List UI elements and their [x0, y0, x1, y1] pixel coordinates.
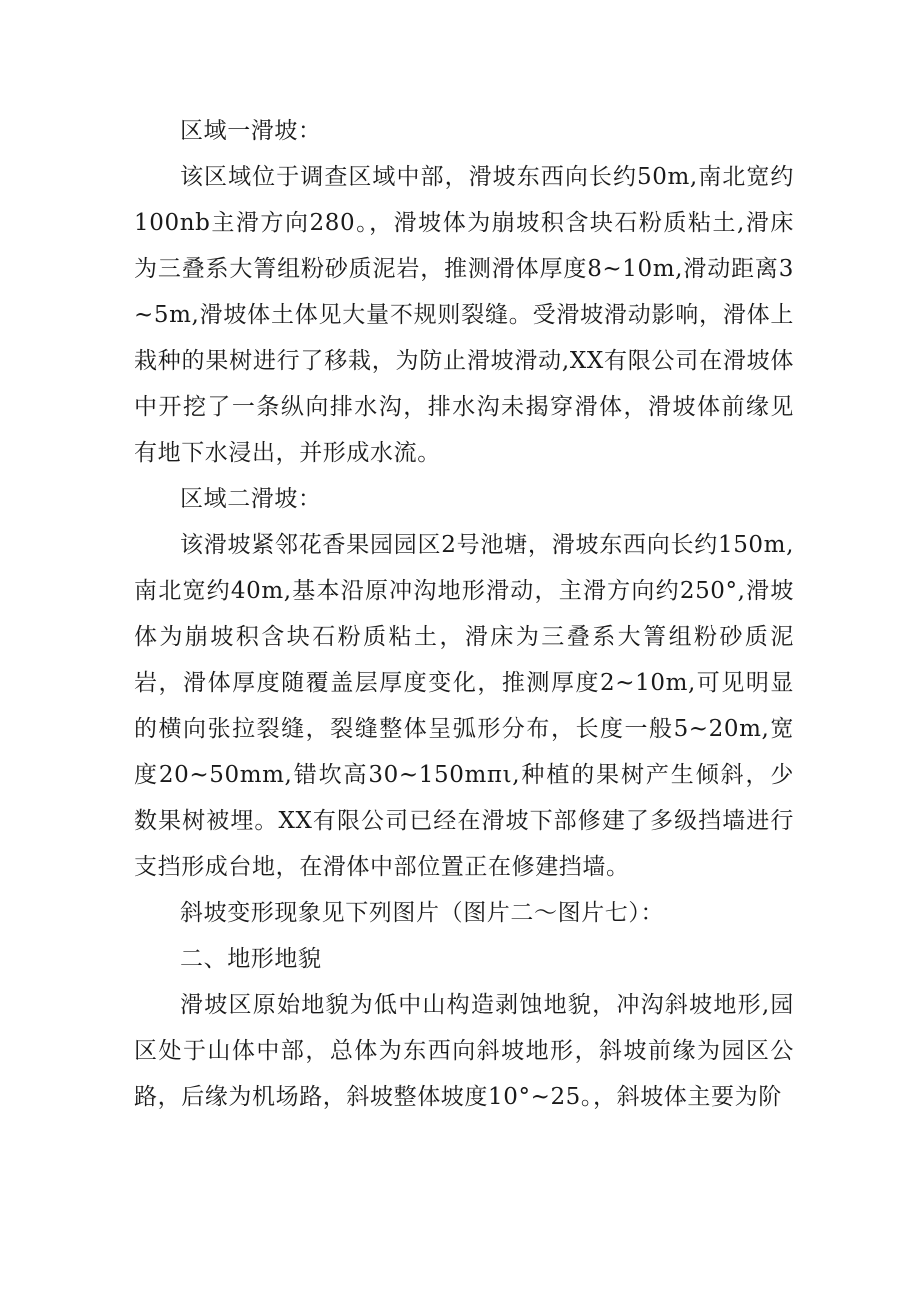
section-heading-terrain-landform: 二、地形地貌: [180, 946, 322, 972]
paragraph-area-one-description: 该区域位于调查区域中部，滑坡东西向长约50m,南北宽约100nb主滑方向280。，滑坡体为崩坡积含块石粉质粘土,滑床为三叠系大箐组粉砂质泥岩，推测滑体厚度8~10m,滑动距离3~5m,滑坡体土体见大量不规则裂缝。受滑坡滑动影响，滑体上栽种的果树进行了移栽，为防止滑坡滑动,XX有限公司在滑坡体中开挖了一条纵向排水沟，排水沟未揭穿滑体，滑坡体前缘见有地下水浸出，并形成水流。: [134, 164, 794, 466]
paragraph-area-two-description: 该滑坡紧邻花香果园园区2号池塘，滑坡东西向长约150m,南北宽约40m,基本沿原冲沟地形滑动，主滑方向约250°,滑坡体为崩坡积含块石粉质粘土，滑床为三叠系大箐组粉砂质泥岩，滑体厚度随覆盖层厚度变化，推测厚度2~10m,可见明显的横向张拉裂缝，裂缝整体呈弧形分布，长度一般5~20m,宽度20~50mm,错坎高30~150mπι,种植的果树产生倾斜，少数果树被埋。XX有限公司已经在滑坡下部修建了多级挡墙进行支挡形成台地，在滑体中部位置正在修建挡墙。: [134, 532, 794, 880]
paragraph-terrain-description: 滑坡区原始地貌为低中山构造剥蚀地貌，冲沟斜坡地形,园区处于山体中部，总体为东西向斜坡地形，斜坡前缘为园区公路，后缘为机场路，斜坡整体坡度10°~25。，斜坡体主要为阶: [134, 992, 794, 1110]
document-body: [134, 108, 794, 1120]
section-heading-area-one-landslide: 区域一滑坡：: [180, 118, 322, 144]
section-heading-area-two-landslide: 区域二滑坡：: [180, 486, 322, 512]
paragraph-figure-reference: 斜坡变形现象见下列图片（图片二～图片七）：: [180, 900, 665, 926]
